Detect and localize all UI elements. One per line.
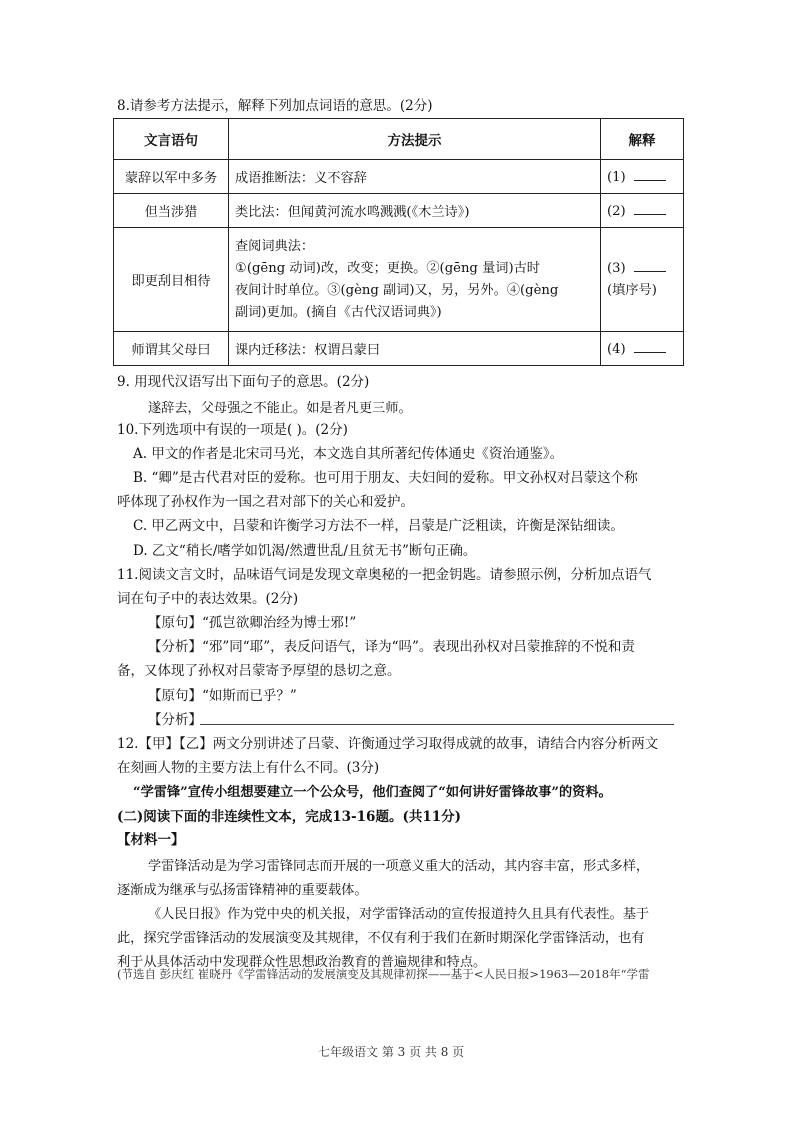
- sentence-cell: 师谓其父母曰: [114, 332, 229, 366]
- sentence-cell: 蒙辞以军中多务: [114, 160, 229, 194]
- method-cell: [229, 228, 601, 332]
- q10-option-b: B. “卿”是古代君对臣的爱称。也可用于朋友、夫妇间的爱称。甲文孙权对吕蒙这个称: [133, 470, 638, 486]
- method-line: 副词)更加。(摘自《古代汉语词典》): [235, 304, 442, 320]
- q11-original-2: 【原句】“如斯而已乎？”: [148, 688, 297, 704]
- q11-title-cont: 词在句子中的表达效果。(2分): [117, 591, 299, 607]
- q9-sentence: 遂辞去，父母强之不能止。如是者凡更三师。: [148, 401, 412, 416]
- sentence-cell: 但当涉猎: [114, 194, 229, 228]
- q9-title: 9. 用现代汉语写出下面句子的意思。(2分): [117, 374, 370, 390]
- answer-blank[interactable]: [634, 169, 666, 181]
- answer-line[interactable]: [200, 724, 674, 725]
- q12-title-cont: 在刻画人物的主要方法上有什么不同。(3分): [117, 760, 380, 776]
- q11-analysis-1: 【分析】“邪”同“耶”，表反问语气，译为“吗”。表现出孙权对吕蒙推辞的不悦和责: [148, 639, 635, 655]
- method-cell: 类比法：但闻黄河流水鸣溅溅(《木兰诗》): [229, 194, 601, 228]
- table-header: 文言语句: [114, 119, 229, 160]
- answer-number: (2): [607, 203, 626, 219]
- table-row: [114, 228, 684, 332]
- material-paragraph-cont: 逐渐成为继承与弘扬雷锋精神的重要载体。: [117, 883, 368, 898]
- material-paragraph-cont: 此，探究学雷锋活动的发展演变及其规律，不仅有利于我们在新时期深化学雷锋活动，也有: [117, 931, 645, 946]
- material-paragraph-cont: 利于从具体活动中发现群众性思想政治教育的普遍规律和特点。: [117, 955, 487, 970]
- material-paragraph: 《人民日报》作为党中央的机关报，对学雷锋活动的宣传报道持久且具有代表性。基于: [148, 907, 650, 922]
- section-intro: “学雷锋”宣传小组想要建立一个公众号，他们查阅了“如何讲好雷锋故事”的资料。: [133, 785, 612, 800]
- answer-cell[interactable]: [601, 194, 684, 228]
- section-heading: (二)阅读下面的非连续性文本，完成13-16题。(共11分): [117, 809, 462, 825]
- answer-blank[interactable]: [634, 341, 666, 353]
- q10-option-d: D. 乙文“稍长/嗜学如饥渴/然遭世乱/且贫无书”断句正确。: [133, 543, 477, 559]
- answer-cell[interactable]: [601, 228, 684, 332]
- method-line: 夜间计时单位。③(gèng 副词)又，另，另外。④(gèng: [235, 282, 559, 298]
- answer-note: (填序号): [607, 282, 657, 298]
- answer-number: (4): [607, 341, 626, 357]
- table-header-row: [114, 119, 684, 160]
- material-label: 【材料一】: [117, 832, 185, 848]
- method-line: ①(gēng 动词)改，改变；更换。②(gēng 量词)古时: [235, 260, 540, 276]
- table-row: [114, 194, 684, 228]
- method-cell: 成语推断法：义不容辞: [229, 160, 601, 194]
- table-header: 方法提示: [229, 119, 601, 160]
- q11-original-1: 【原句】“孤岂欲卿治经为博士邪!”: [148, 615, 357, 631]
- answer-number: (1): [607, 169, 626, 185]
- q8-table: [113, 118, 684, 366]
- answer-cell[interactable]: [601, 160, 684, 194]
- q11-analysis-1-cont: 备，又体现了孙权对吕蒙寄予厚望的恳切之意。: [117, 663, 401, 679]
- table-header: 解释: [601, 119, 684, 160]
- q10-option-c: C. 甲乙两文中，吕蒙和许衡学习方法不一样，吕蒙是广泛粗读，许衡是深钻细读。: [133, 518, 624, 534]
- answer-blank[interactable]: [634, 203, 666, 215]
- answer-blank[interactable]: [634, 260, 666, 272]
- page-footer: 七年级语文 第 3 页 共 8 页: [318, 1045, 465, 1059]
- q11-analysis-2: 【分析】: [148, 712, 202, 728]
- table-row: [114, 160, 684, 194]
- q10-title: 10.下列选项中有误的一项是( )。(2分): [117, 422, 348, 438]
- material-paragraph: 学雷锋活动是为学习雷锋同志而开展的一项意义重大的活动，其内容丰富，形式多样，: [148, 859, 650, 874]
- q8-title: 8.请参考方法提示，解释下列加点词语的意思。(2分): [117, 98, 433, 114]
- q10-option-b-cont: 呼体现了孙权作为一国之君对部下的关心和爱护。: [117, 494, 414, 510]
- q11-title: 11.阅读文言文时，品味语气词是发现文章奥秘的一把金钥匙。请参照示例，分析加点语气: [117, 567, 652, 583]
- answer-cell[interactable]: [601, 332, 684, 366]
- q10-option-a: A. 甲文的作者是北宋司马光，本文选自其所著纪传体通史《资治通鉴》。: [133, 446, 564, 462]
- method-line: 查阅词典法：: [235, 238, 315, 254]
- table-row: [114, 332, 684, 366]
- source-citation: (节选自 彭庆红 崔晓丹《学雷锋活动的发展演变及其规律初探——基于<人民日报>1963—2018年“学雷: [117, 967, 650, 981]
- method-cell: 课内迁移法：权谓吕蒙曰: [229, 332, 601, 366]
- sentence-cell: 即更刮目相待: [114, 228, 229, 332]
- q12-title: 12.【甲】【乙】两文分别讲述了吕蒙、许衡通过学习取得成就的故事，请结合内容分析两文: [117, 736, 659, 752]
- answer-number: (3): [607, 260, 626, 276]
